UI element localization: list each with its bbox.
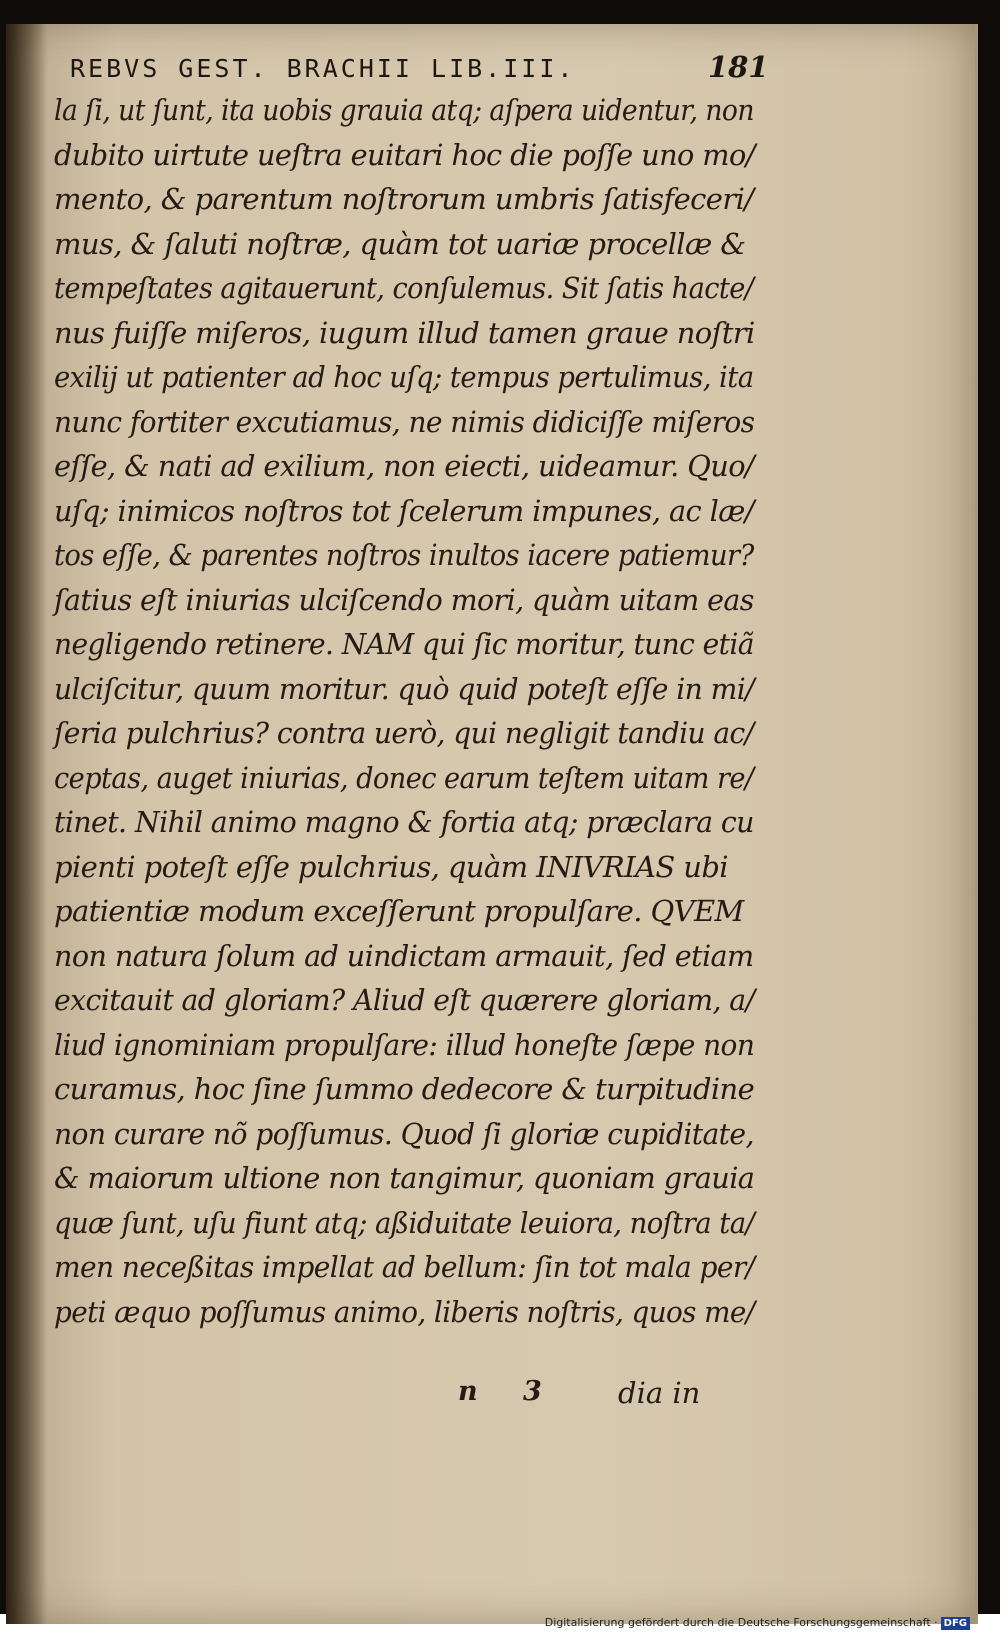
text-line: & maiorum ultione non tangimur, quoniam grauia <box>54 1161 755 1195</box>
credit-text: Digitalisierung gefördert durch die Deutsche Forschungsgemeinschaft · <box>544 1616 938 1629</box>
text-line: eſſe, & nati ad exilium, non eiecti, uideamur. Quo/ <box>54 449 755 483</box>
text-line: ulciſcitur, quum moritur. quò quid poteſt eſſe in mi/ <box>54 672 755 706</box>
text-line: negligendo retinere. NAM qui ſic moritur, tunc etiã <box>54 627 754 661</box>
text-line: uſq; inimicos noſtros tot ſcelerum impunes, ac læ/ <box>54 494 754 528</box>
text-line: ſatius eſt iniurias ulciſcendo mori, quàm uitam eas <box>54 583 754 617</box>
folio-number: 181 <box>708 50 769 84</box>
text-line: excitauit ad gloriam? Aliud eſt quærere gloriam, a/ <box>54 983 755 1017</box>
catchword: dia in <box>618 1376 701 1410</box>
text-line: dubito uirtute ueſtra euitari hoc die poſſe uno mo/ <box>54 138 755 172</box>
text-line: patientiæ modum exceſſerunt propulſare. QVEM <box>54 894 744 928</box>
text-line: mento, & parentum noſtrorum umbris ſatisfeceri/ <box>54 182 754 216</box>
running-head: REBVS GEST. BRACHII LIB.III. <box>70 54 576 83</box>
text-line: ceptas, auget iniurias, donec earum teſtem uitam re/ <box>54 761 754 795</box>
text-line: la ſi, ut ſunt, ita uobis grauia atq; aſpera uidentur, non <box>54 93 754 127</box>
text-line: peti æquo poſſumus animo, liberis noſtris, quos me/ <box>54 1295 755 1329</box>
text-line: non natura ſolum ad uindictam armauit, ſed etiam <box>54 939 754 973</box>
text-line: curamus, hoc ſine ſummo dedecore & turpitudine <box>54 1072 755 1106</box>
text-line: tempeſtates agitauerunt, conſulemus. Sit ſatis hacte/ <box>54 271 754 305</box>
digitization-credit <box>545 1614 970 1632</box>
text-line: tinet. Nihil animo magno & fortia atq; præclara cu <box>54 805 754 839</box>
text-line: non curare nõ poſſumus. Quod ſi gloriæ cupiditate, <box>54 1117 754 1151</box>
text-line: men neceßitas impellat ad bellum: ſin tot mala per/ <box>54 1250 755 1284</box>
page-gutter-shadow <box>6 24 48 1624</box>
text-line: tos eſſe, & parentes noſtros inultos iacere patiemur? <box>54 538 754 572</box>
page-edge <box>975 24 978 1624</box>
text-line: quæ ſunt, uſu fiunt atq; aßiduitate leuiora, noſtra ta/ <box>54 1206 755 1240</box>
text-line: nus fuiſſe miſeros, iugum illud tamen graue noſtri <box>54 316 755 350</box>
dfg-logo: DFG <box>941 1617 970 1630</box>
text-line: nunc fortiter excutiamus, ne nimis didiciſſe miſeros <box>54 405 755 439</box>
page-footer-marks <box>458 1376 758 1416</box>
signature-mark: n 3 <box>458 1376 560 1407</box>
text-line: ſeria pulchrius? contra uerò, qui negligit tandiu ac/ <box>54 716 754 750</box>
text-line: exilij ut patienter ad hoc uſq; tempus pertulimus, ita <box>54 360 754 394</box>
text-line: pienti poteſt eſſe pulchrius, quàm INIVRIAS ubi <box>54 850 728 884</box>
text-line: mus, & ſaluti noſtræ, quàm tot uariæ procellæ & <box>54 227 746 261</box>
text-line: liud ignominiam propulſare: illud honeſte ſæpe non <box>54 1028 755 1062</box>
